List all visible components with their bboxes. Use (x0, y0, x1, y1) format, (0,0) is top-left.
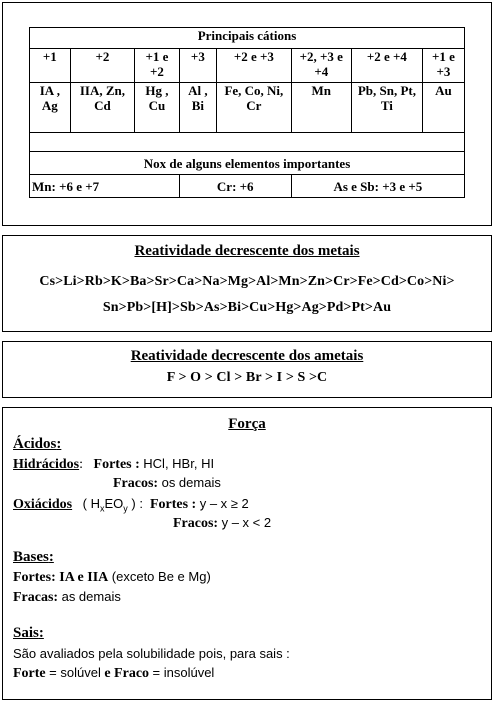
element-cell: IA , Ag (30, 83, 71, 133)
salts-weak-label: Fraco (114, 666, 150, 681)
oxyacids-weak-row (173, 515, 271, 532)
oxidation-cell: +2, +3 e +4 (291, 49, 351, 83)
element-cell: Pb, Sn, Pt, Ti (351, 83, 422, 133)
oxidation-cell: +2 (70, 49, 135, 83)
hydracids-weak-value: os demais (161, 475, 221, 490)
metals-series-line1: Cs>Li>Rb>K>Ba>Sr>Ca>Na>Mg>Al>Mn>Zn>Cr>Fe>Cd>Co>Ni> (39, 274, 455, 289)
bases-heading: Bases: (13, 549, 54, 565)
oxyacids-row (13, 496, 249, 514)
oxidation-cell: +2 e +3 (217, 49, 292, 83)
oxidation-cell: +2 e +4 (351, 49, 422, 83)
strength-panel (2, 407, 492, 700)
oxy-strong-rule: y – x ≥ 2 (199, 496, 249, 511)
nonmetals-series: F > O > Cl > Br > I > S >C (166, 370, 328, 385)
hydracids-strong-value: HCl, HBr, HI (143, 456, 215, 471)
element-cell: Fe, Co, Ni, Cr (217, 83, 292, 133)
cations-table-title: Principais cátions (30, 28, 465, 49)
bases-heading-text: Bases (13, 549, 49, 565)
metals-panel (2, 235, 492, 332)
element-cell: Au (422, 83, 464, 133)
acids-heading-text: Ácidos (13, 436, 57, 452)
cations-table (29, 27, 465, 198)
hydracids-weak-label: Fracos: (113, 476, 159, 491)
strength-title: Força (228, 416, 266, 432)
metals-title: Reatividade decrescente dos metais (134, 243, 360, 259)
element-cell: Hg , Cu (135, 83, 180, 133)
bases-strong-groups: IA e IIA (59, 570, 109, 585)
bases-weak-note: as demais (61, 589, 121, 604)
bases-weak-label: Fracas: (13, 590, 59, 605)
element-cell: Al , Bi (179, 83, 216, 133)
oxy-strong-label: Fortes : (149, 497, 197, 512)
salts-heading-text: Sais (13, 625, 39, 641)
oxidation-cell: +1 e +3 (422, 49, 464, 83)
bases-strong-label: Fortes: (13, 570, 56, 585)
elements-row (30, 83, 465, 133)
salts-connector: e (104, 666, 111, 681)
nonmetals-panel (2, 341, 492, 398)
oxyacids-formula: ( $H_xEO_y$ ) : (82, 496, 143, 514)
salts-strong-label: Forte (13, 666, 46, 681)
nonmetals-title: Reatividade decrescente dos ametais (130, 348, 364, 364)
oxidation-cell: +1 e +2 (135, 49, 180, 83)
bases-strong-row (13, 569, 211, 586)
nox-mn: Mn: +6 e +7 (30, 175, 180, 198)
metals-series-line2: Sn>Pb>[H]>Sb>As>Bi>Cu>Hg>Ag>Pd>Pt>Au (102, 300, 392, 315)
blank-row (30, 133, 465, 152)
nox-cr: Cr: +6 (179, 175, 291, 198)
oxidation-cell: +1 (30, 49, 71, 83)
oxidation-row (30, 49, 465, 83)
salts-weak-value: = insolúvel (152, 665, 215, 680)
cations-panel (2, 2, 492, 226)
oxy-weak-rule: y – x < 2 (221, 515, 272, 530)
salts-text: São avaliados pela solubilidade pois, para sais : (13, 646, 290, 661)
bases-weak-row (13, 589, 121, 606)
nox-row (30, 175, 465, 198)
nox-as-sb: As e Sb: +3 e +5 (291, 175, 464, 198)
hydracids-row: Hidrácidos: Fortes : HCl, HBr, HI (13, 456, 215, 472)
salts-rule-row (13, 665, 214, 682)
element-cell: IIA, Zn, Cd (70, 83, 135, 133)
hydracids-strong-label: Fortes : (93, 457, 140, 472)
salts-heading: Sais: (13, 625, 44, 641)
oxyacids-label: Oxiácidos (13, 497, 73, 512)
nox-title: Nox de alguns elementos importantes (30, 152, 465, 175)
oxidation-cell: +3 (179, 49, 216, 83)
element-cell: Mn (291, 83, 351, 133)
oxy-weak-label: Fracos: (173, 516, 219, 531)
acids-heading: Ácidos: (13, 436, 62, 452)
bases-strong-note: (exceto Be e Mg) (111, 569, 211, 584)
salts-strong-value: = solúvel (49, 665, 101, 680)
hydracids-label: Hidrácidos (13, 457, 80, 472)
hydracids-weak-row (113, 475, 221, 492)
